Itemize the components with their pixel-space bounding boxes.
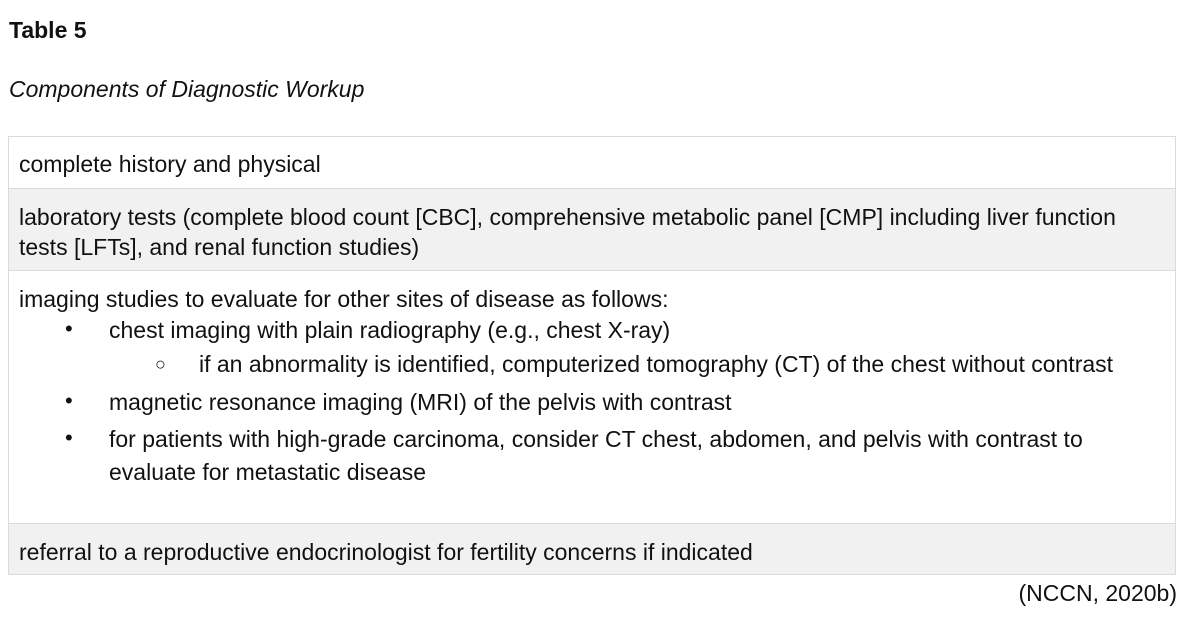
list-item bbox=[19, 423, 1165, 489]
list-item-text: for patients with high-grade carcinoma, consider CT chest, abdomen, and pelvis with contrast to evaluate for metastatic disease bbox=[109, 426, 1083, 485]
row-intro-text: imaging studies to evaluate for other sites of disease as follows: bbox=[19, 286, 669, 312]
list-item-text: magnetic resonance imaging (MRI) of the pelvis with contrast bbox=[109, 389, 732, 415]
diagnostic-workup-table bbox=[8, 136, 1176, 575]
table-label: Table 5 bbox=[9, 17, 87, 43]
citation: (NCCN, 2020b) bbox=[1018, 580, 1177, 606]
imaging-sub-list bbox=[109, 347, 1165, 382]
row-text: referral to a reproductive endocrinologist for fertility concerns if indicated bbox=[19, 539, 753, 565]
imaging-bullet-list bbox=[19, 314, 1165, 489]
list-item bbox=[19, 386, 1165, 419]
row-text: complete history and physical bbox=[19, 151, 321, 177]
row-text: laboratory tests (complete blood count [CBC], comprehensive metabolic panel [CMP] including liver function tests [LFTs], and renal function studies) bbox=[19, 204, 1116, 260]
bullet-icon: • bbox=[65, 388, 73, 413]
table-row-lab-tests bbox=[9, 188, 1175, 270]
sub-list-item bbox=[109, 347, 1165, 382]
list-item-text: chest imaging with plain radiography (e.g., chest X-ray) bbox=[109, 317, 671, 343]
bullet-icon: • bbox=[65, 316, 73, 341]
table-title: Components of Diagnostic Workup bbox=[9, 76, 365, 102]
list-item bbox=[19, 314, 1165, 382]
table-row-referral bbox=[9, 523, 1175, 574]
bullet-icon: • bbox=[65, 425, 73, 450]
table-row-imaging bbox=[9, 270, 1175, 523]
circle-bullet-icon: ○ bbox=[155, 354, 166, 374]
sub-list-item-text: if an abnormality is identified, computerized tomography (CT) of the chest without contrast bbox=[199, 351, 1114, 377]
table-row-history bbox=[9, 137, 1175, 188]
